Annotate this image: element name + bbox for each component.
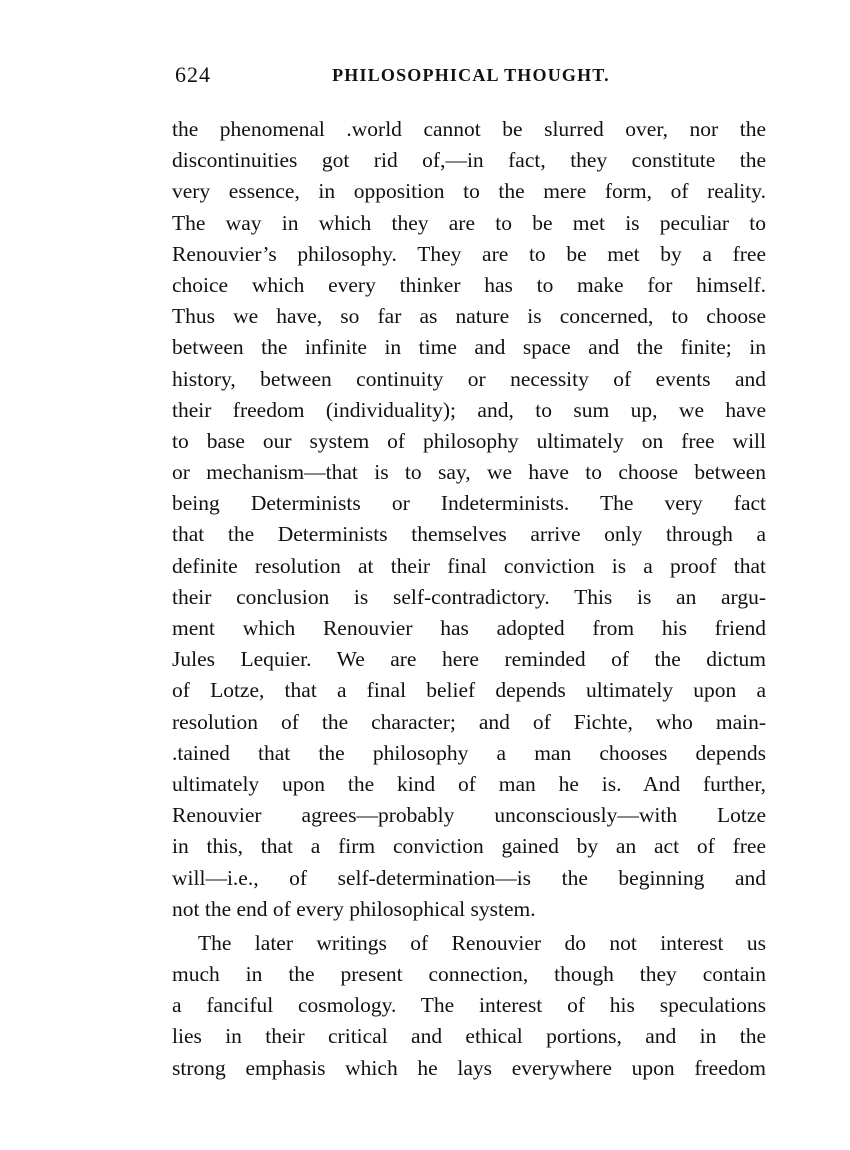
running-title: PHILOSOPHICAL THOUGHT. xyxy=(332,65,610,85)
text-line: will—i.e., of self-determination—is the beginning and xyxy=(172,865,766,890)
body-text xyxy=(172,114,766,1084)
paragraph-2 xyxy=(172,928,766,1084)
text-line: history, between continuity or necessity of events and xyxy=(172,366,766,391)
text-line: being Determinists or Indeterminists. The very fact xyxy=(172,491,766,516)
text-line: or mechanism—that is to say, we have to choose between xyxy=(172,460,766,485)
text-line: The later writings of Renouvier do not interest us xyxy=(198,930,766,955)
text-line: not the end of every philosophical system. xyxy=(172,896,536,921)
text-line: in this, that a firm conviction gained by an act of free xyxy=(172,834,766,859)
text-line: a fanciful cosmology. The interest of his speculations xyxy=(172,993,766,1018)
text-line: strong emphasis which he lays everywhere upon freedom xyxy=(172,1055,766,1080)
text-line: very essence, in opposition to the mere form, of reality. xyxy=(172,179,766,204)
text-line: Renouvier agrees—probably unconsciously—with Lotze xyxy=(172,803,766,828)
text-line: to base our system of philosophy ultimately on free will xyxy=(172,428,766,453)
text-line: .tained that the philosophy a man chooses depends xyxy=(172,740,766,765)
text-line: definite resolution at their final conviction is a proof that xyxy=(172,553,766,578)
page-number: 624 xyxy=(175,62,211,87)
text-line: discontinuities got rid of,—in fact, they constitute the xyxy=(172,148,766,173)
text-line: between the infinite in time and space and the finite; in xyxy=(172,335,766,360)
text-line: of Lotze, that a final belief depends ultimately upon a xyxy=(172,678,766,703)
text-line: their freedom (individuality); and, to sum up, we have xyxy=(172,397,766,422)
running-head xyxy=(175,62,767,92)
text-line: The way in which they are to be met is peculiar to xyxy=(172,210,766,235)
paragraph-1 xyxy=(172,114,766,925)
text-line: their conclusion is self-contradictory. This is an argu- xyxy=(172,584,766,609)
text-line: Renouvier’s philosophy. They are to be met by a free xyxy=(172,241,766,266)
text-line: much in the present connection, though they contain xyxy=(172,962,766,987)
text-line: resolution of the character; and of Fichte, who main- xyxy=(172,709,766,734)
text-line: that the Determinists themselves arrive only through a xyxy=(172,522,766,547)
text-line: choice which every thinker has to make for himself. xyxy=(172,272,766,297)
text-line: lies in their critical and ethical portions, and in the xyxy=(172,1024,766,1049)
text-line: ment which Renouvier has adopted from his friend xyxy=(172,616,766,640)
text-line: Jules Lequier. We are here reminded of the dictum xyxy=(172,647,766,672)
text-line: the phenomenal .world cannot be slurred over, nor the xyxy=(172,117,766,141)
text-line: Thus we have, so far as nature is concerned, to choose xyxy=(172,304,766,329)
text-line: ultimately upon the kind of man he is. And further, xyxy=(172,771,766,796)
